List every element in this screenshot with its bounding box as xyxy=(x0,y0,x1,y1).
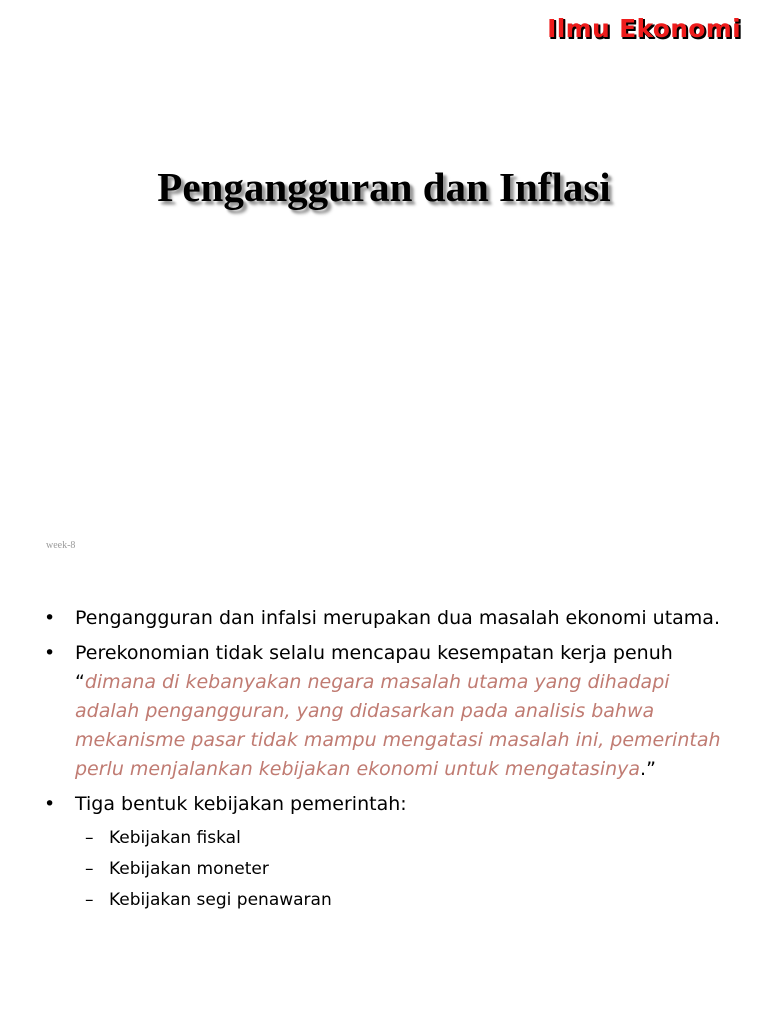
bullet-lead-text: Perekonomian tidak selalu mencapau kesempatan kerja penuh xyxy=(75,642,673,664)
bullet-text: Pengangguran dan infalsi merupakan dua masalah ekonomi utama. xyxy=(75,607,720,629)
bullet-marker: • xyxy=(44,607,56,629)
open-quote: “ xyxy=(75,671,85,693)
close-quote: .” xyxy=(640,758,656,780)
sub-list-item xyxy=(85,885,734,916)
list-item xyxy=(44,790,734,819)
list-item xyxy=(44,604,734,633)
bullet-list xyxy=(44,604,734,916)
dash-marker: – xyxy=(85,828,94,848)
dash-marker: – xyxy=(85,890,94,910)
bullet-text: Tiga bentuk kebijakan pemerintah: xyxy=(75,793,407,815)
sub-list xyxy=(44,823,734,916)
week-label: week-8 xyxy=(46,540,76,551)
bullet-marker: • xyxy=(44,642,56,664)
sub-list-item xyxy=(85,823,734,854)
course-title: Ilmu Ekonomi xyxy=(547,14,741,43)
bullet-marker: • xyxy=(44,793,56,815)
sub-list-item xyxy=(85,854,734,885)
sub-item-text: Kebijakan moneter xyxy=(109,859,269,879)
page-title: Pengangguran dan Inflasi xyxy=(157,164,611,210)
quoted-text: dimana di kebanyakan negara masalah utama yang dihadapi adalah pengangguran, yang didasarkan pada analisis bahwa mekanisme pasar tidak mampu mengatasi masalah ini, pemerintah perlu menjalankan kebijakan ekonomi untuk mengatasinya xyxy=(75,671,721,780)
dash-marker: – xyxy=(85,859,94,879)
sub-item-text: Kebijakan segi penawaran xyxy=(109,890,332,910)
list-item xyxy=(44,639,734,784)
sub-item-text: Kebijakan fiskal xyxy=(109,828,241,848)
